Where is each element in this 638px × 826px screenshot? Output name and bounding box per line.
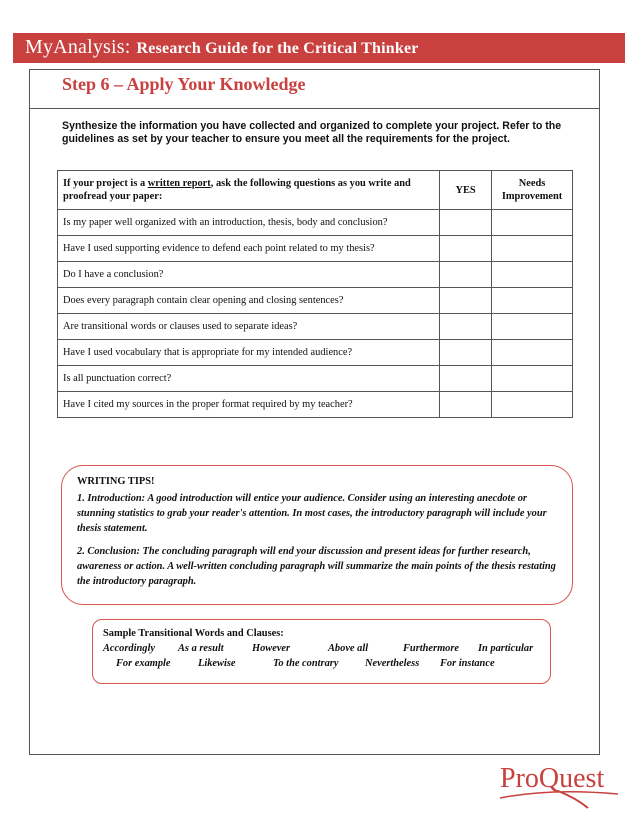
needs-label: Needs [518,178,546,189]
table-row [58,236,573,262]
intro-text: Synthesize the information you have collected and organized to complete your project. Refer to the guidelines as set by your teacher to ensure you meet all the requirements for the project. [62,120,562,145]
table-row [58,288,573,314]
header-underlined: written report [147,178,211,189]
yes-checkbox-cell[interactable] [440,236,492,262]
needs-improvement-checkbox-cell[interactable] [492,236,573,262]
needs-improvement-checkbox-cell[interactable] [492,340,573,366]
needs-improvement-checkbox-cell[interactable] [492,314,573,340]
transition-word: Nevertheless [365,658,420,669]
needs-improvement-checkbox-cell[interactable] [492,288,573,314]
needs-improvement-checkbox-cell[interactable] [492,210,573,236]
yes-checkbox-cell[interactable] [440,262,492,288]
step-divider [29,108,600,109]
yes-checkbox-cell[interactable] [440,314,492,340]
checklist-header-row [58,171,573,210]
yes-checkbox-cell[interactable] [440,392,492,418]
transition-word: However [252,643,291,654]
banner-title [25,36,419,59]
writing-tips-title: WRITING TIPS! [77,476,155,487]
question-text: Is all punctuation correct? [58,366,440,392]
question-text: Have I used supporting evidence to defend each point related to my thesis? [58,236,440,262]
checklist-header-question [58,171,440,210]
table-row [58,340,573,366]
transitional-words-title: Sample Transitional Words and Clauses: [103,628,284,639]
question-text: Have I cited my sources in the proper format required by my teacher? [58,392,440,418]
banner-subtitle: Research Guide for the Critical Thinker [136,40,419,57]
transition-word: Likewise [198,658,236,669]
table-row [58,392,573,418]
question-text: Do I have a conclusion? [58,262,440,288]
yes-checkbox-cell[interactable] [440,210,492,236]
transition-word: For example [116,658,171,669]
transitional-words-box [92,619,551,684]
header-banner [13,33,625,63]
checklist-table [57,170,573,418]
table-row [58,210,573,236]
proquest-logo [496,758,624,810]
transition-word: As a result [178,643,224,654]
writing-tips-box [61,465,573,605]
logo-wordmark: ProQuest [500,763,605,794]
transition-word: Accordingly [103,643,155,654]
table-row [58,366,573,392]
step-title: Step 6 – Apply Your Knowledge [62,74,306,94]
transition-word: To the contrary [273,658,339,669]
header-prefix: If your project is a [63,178,148,189]
needs-improvement-checkbox-cell[interactable] [492,262,573,288]
transition-word: Above all [328,643,369,654]
yes-checkbox-cell[interactable] [440,340,492,366]
transition-word: In particular [478,643,534,654]
header-suffix: , ask the following questions as you write and proofread your paper: [63,178,411,202]
needs-improvement-checkbox-cell[interactable] [492,366,573,392]
needs-improvement-checkbox-cell[interactable] [492,392,573,418]
table-row [58,262,573,288]
transition-word: Furthermore [403,643,460,654]
yes-column-header: YES [440,171,492,210]
tip-introduction: 1. Introduction: A good introduction will entice your audience. Consider using an interesting anecdote or stunning statistics to grab your reader's attention. In most cases, the introductory paragraph will include your thesis statement. [77,493,547,534]
brand-name: MyAnalysis: [25,36,131,58]
question-text: Does every paragraph contain clear opening and closing sentences? [58,288,440,314]
question-text: Is my paper well organized with an introduction, thesis, body and conclusion? [58,210,440,236]
needs-improvement-column-header [492,171,573,210]
yes-checkbox-cell[interactable] [440,288,492,314]
tip-conclusion: 2. Conclusion: The concluding paragraph will end your discussion and present ideas for further research, awareness or action. A well-written concluding paragraph will summarize the main points of the thesis restating the introductory paragraph. [77,546,556,587]
question-text: Have I used vocabulary that is appropriate for my intended audience? [58,340,440,366]
transition-word: For instance [440,658,495,669]
question-text: Are transitional words or clauses used to separate ideas? [58,314,440,340]
table-row [58,314,573,340]
yes-checkbox-cell[interactable] [440,366,492,392]
improvement-label: Improvement [501,191,563,202]
